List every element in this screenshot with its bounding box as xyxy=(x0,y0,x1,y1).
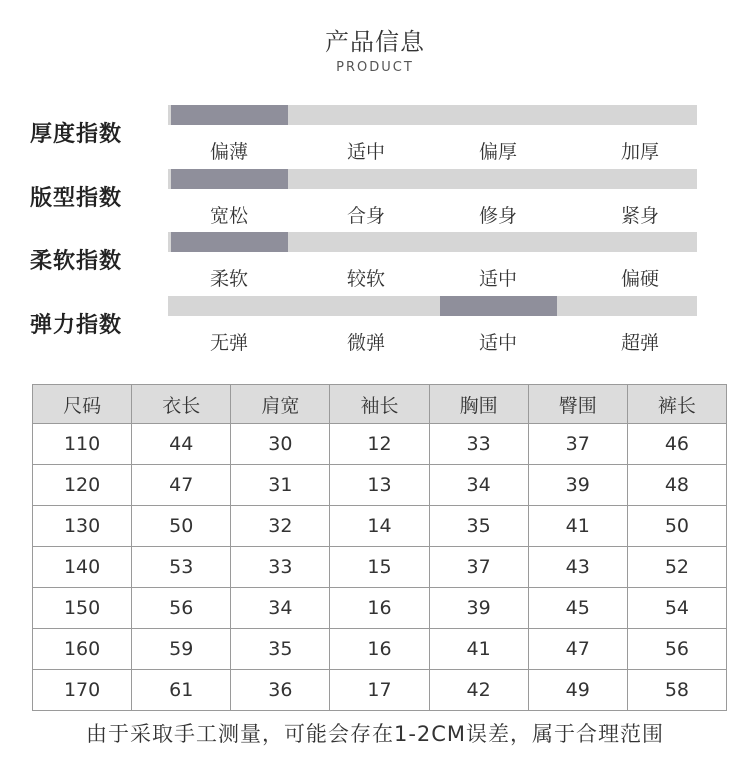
index-option: 偏硬 xyxy=(620,268,659,290)
index-label: 柔软指数 xyxy=(30,249,123,274)
index-bar-fill xyxy=(171,169,288,189)
index-option: 较软 xyxy=(346,268,385,290)
table-cell: 41 xyxy=(528,506,627,547)
table-cell: 13 xyxy=(330,465,429,506)
index-option: 加厚 xyxy=(620,141,659,163)
column-header: 裤长 xyxy=(627,385,726,424)
column-header: 衣长 xyxy=(132,385,231,424)
table-cell: 31 xyxy=(231,465,330,506)
size-table xyxy=(32,384,727,711)
table-cell: 16 xyxy=(330,629,429,670)
table-cell: 37 xyxy=(429,547,528,588)
index-option: 合身 xyxy=(346,205,385,227)
table-row xyxy=(33,629,727,670)
table-row xyxy=(33,588,727,629)
table-cell: 56 xyxy=(132,588,231,629)
table-cell: 33 xyxy=(429,424,528,465)
table-cell: 42 xyxy=(429,670,528,711)
table-cell: 45 xyxy=(528,588,627,629)
index-option: 紧身 xyxy=(620,205,659,227)
table-cell: 43 xyxy=(528,547,627,588)
table-row xyxy=(33,424,727,465)
column-header: 胸围 xyxy=(429,385,528,424)
index-label: 版型指数 xyxy=(30,186,123,211)
index-option: 适中 xyxy=(478,332,517,354)
table-cell: 35 xyxy=(231,629,330,670)
index-bar-fill xyxy=(171,232,288,252)
table-cell: 130 xyxy=(33,506,132,547)
table-cell: 32 xyxy=(231,506,330,547)
page-subtitle: PRODUCT xyxy=(336,60,414,75)
table-cell: 12 xyxy=(330,424,429,465)
table-cell: 56 xyxy=(627,629,726,670)
index-label: 弹力指数 xyxy=(30,313,123,338)
table-cell: 37 xyxy=(528,424,627,465)
column-header: 袖长 xyxy=(330,385,429,424)
table-cell: 14 xyxy=(330,506,429,547)
table-cell: 46 xyxy=(627,424,726,465)
thickness-index xyxy=(0,105,750,165)
table-cell: 41 xyxy=(429,629,528,670)
column-header: 尺码 xyxy=(33,385,132,424)
index-option: 适中 xyxy=(346,141,385,163)
table-cell: 44 xyxy=(132,424,231,465)
table-cell: 39 xyxy=(429,588,528,629)
index-option: 偏厚 xyxy=(478,141,517,163)
elasticity-index xyxy=(0,296,750,356)
table-cell: 30 xyxy=(231,424,330,465)
index-option: 超弹 xyxy=(620,332,659,354)
index-option: 修身 xyxy=(478,205,517,227)
table-cell: 110 xyxy=(33,424,132,465)
table-row xyxy=(33,670,727,711)
index-label: 厚度指数 xyxy=(30,122,123,147)
index-option: 适中 xyxy=(478,268,517,290)
table-cell: 47 xyxy=(132,465,231,506)
table-cell: 17 xyxy=(330,670,429,711)
table-row xyxy=(33,547,727,588)
table-cell: 36 xyxy=(231,670,330,711)
index-option: 偏薄 xyxy=(209,141,248,163)
table-cell: 15 xyxy=(330,547,429,588)
table-cell: 34 xyxy=(231,588,330,629)
index-bar-fill xyxy=(171,105,288,125)
index-option: 无弹 xyxy=(209,332,248,354)
table-cell: 33 xyxy=(231,547,330,588)
index-option: 柔软 xyxy=(209,268,248,290)
index-bar-track xyxy=(168,169,697,189)
index-bar-track xyxy=(168,296,697,316)
table-cell: 39 xyxy=(528,465,627,506)
table-cell: 140 xyxy=(33,547,132,588)
table-cell: 150 xyxy=(33,588,132,629)
table-row xyxy=(33,506,727,547)
table-cell: 59 xyxy=(132,629,231,670)
measurement-note: 由于采取手工测量，可能会存在1-2CM误差，属于合理范围 xyxy=(85,722,665,746)
table-cell: 50 xyxy=(627,506,726,547)
table-cell: 34 xyxy=(429,465,528,506)
table-cell: 47 xyxy=(528,629,627,670)
table-row xyxy=(33,465,727,506)
column-header: 肩宽 xyxy=(231,385,330,424)
table-header-row xyxy=(33,385,727,424)
table-cell: 120 xyxy=(33,465,132,506)
index-option: 微弹 xyxy=(346,332,385,354)
index-bar-track xyxy=(168,105,697,125)
column-header: 臀围 xyxy=(528,385,627,424)
fit-index xyxy=(0,169,750,229)
page-title: 产品信息 xyxy=(325,28,425,56)
table-cell: 53 xyxy=(132,547,231,588)
softness-index xyxy=(0,232,750,292)
index-bar-track xyxy=(168,232,697,252)
table-cell: 170 xyxy=(33,670,132,711)
table-cell: 52 xyxy=(627,547,726,588)
table-cell: 35 xyxy=(429,506,528,547)
table-cell: 50 xyxy=(132,506,231,547)
index-option: 宽松 xyxy=(209,205,248,227)
index-bar-fill xyxy=(440,296,557,316)
table-cell: 48 xyxy=(627,465,726,506)
table-cell: 160 xyxy=(33,629,132,670)
table-cell: 54 xyxy=(627,588,726,629)
table-cell: 58 xyxy=(627,670,726,711)
table-cell: 61 xyxy=(132,670,231,711)
table-cell: 16 xyxy=(330,588,429,629)
table-cell: 49 xyxy=(528,670,627,711)
